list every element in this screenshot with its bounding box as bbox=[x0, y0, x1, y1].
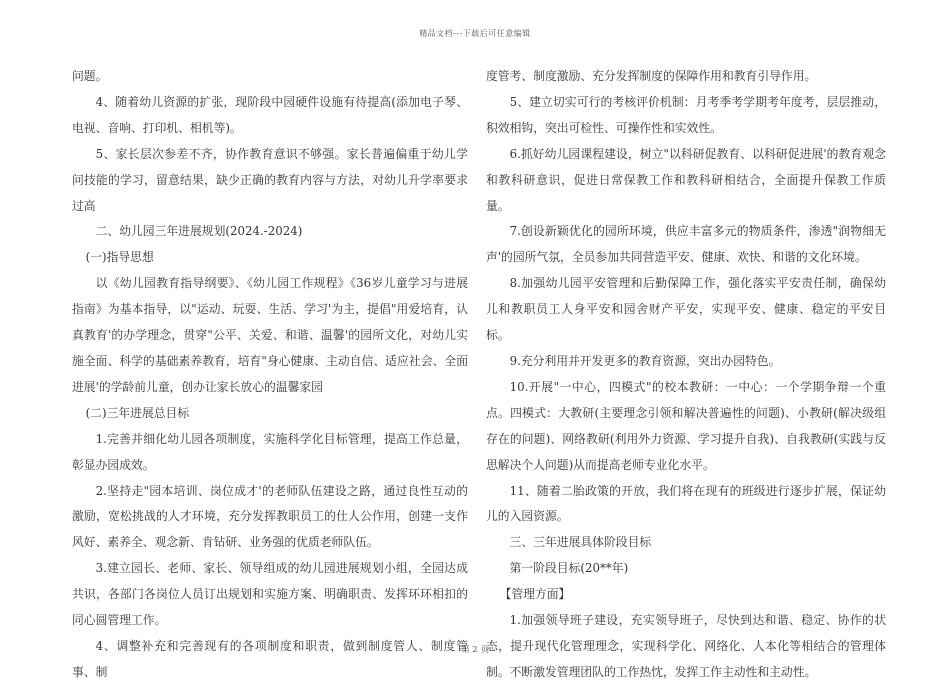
paragraph: 度管考、制度激励、充分发挥制度的保障作用和教育引导作用。 bbox=[486, 69, 817, 83]
paragraph: 7.创设新颖优化的园所环境，供应丰富多元的物质条件，渗透"润物细无声'的园所气氛，全员参加共同营造平安、健康、欢快、和谐的文化环境。 bbox=[486, 224, 886, 265]
paragraph: 5、建立切实可行的考核评价机制：月考季考学期考年度考，层层推动，积效相钩，突出可检性、可操作性和实效性。 bbox=[486, 94, 886, 135]
paragraph: 3.建立园长、老师、家长、领导组成的幼儿园进展规划小组，全园达成共识，各部门各岗位人员订出规划和实施方案、明确职责、发挥环环相扣的同心圆管理工作。 bbox=[72, 561, 468, 628]
paragraph: 2.坚持走"园本培训、岗位成才'的老师队伍建设之路，通过良性互动的激励，宽松挑战的人才环境，充分发挥教职员工的仕人公作用，创建一支作风好、素养全、观念新、肯钻研、业务强的优质老师队伍。 bbox=[72, 483, 468, 550]
paragraph: 5、家长层次参差不齐，协作教育意识不够强。家长普遍偏重于幼儿学问技能的学习，留意结果，缺少正确的教育内容与方法，对幼儿升学率要求过高 bbox=[72, 146, 468, 213]
paragraph: 问题。 bbox=[72, 69, 108, 83]
right-column bbox=[486, 64, 886, 686]
subsection-heading: 【管理方面】 bbox=[499, 587, 571, 602]
subsection-heading: 第一阶段目标(20**年) bbox=[509, 561, 629, 576]
paragraph: 8.加强幼儿园平安管理和后勤保障工作，强化落实平安责任制，确保幼儿和教职员工人身平安和园舍财产平安，实现平安、健康、稳定的平安目标。 bbox=[486, 276, 886, 343]
paragraph: 10.开展"一中心，四模式"的校本教研：一中心：一个学期争辩一个重点。四模式：大教研(主要理念引领和解决普遍性的问题)、小教研(解决级组存在的问题)、网络教研(利用外力资源、学习提升自我)、自我教研(实践与反思解决个人问题)从而提高老师专业化水平。 bbox=[486, 379, 886, 472]
subsection-heading: (二)三年进展总目标 bbox=[85, 405, 190, 420]
paragraph: 1.完善并细化幼儿园各项制度，实施科学化目标管理，提高工作总量，彰显办园成效。 bbox=[72, 431, 468, 472]
left-column bbox=[72, 64, 468, 686]
paragraph: 4、调整补充和完善现有的各项制度和职责，做到制度管人、制度管事、制 bbox=[72, 638, 468, 679]
subsection-heading: (一)指导思想 bbox=[85, 250, 154, 265]
page-header: 精品文档---下载后可任意编辑 bbox=[419, 29, 531, 38]
paragraph: 1.加强领导班子建设，充实领导班子，尽快到达和谐、稳定、协作的状态，提升现代化管理理念，实现科学化、网络化、人本化等相结合的管理体制。不断激发管理团队的工作热忱，发挥工作主动性和主动性。 bbox=[486, 613, 886, 679]
paragraph: 9.充分利用并开发更多的教育资源，突出办园特色。 bbox=[509, 353, 781, 368]
paragraph: 以《幼儿园教育指导纲要》、《幼儿园工作规程》《36岁儿童学习与进展指南》为基本指导，以"运动、玩耍、生活、学习'为主，提倡"用爱培育，认真教育'的办学理念，贯穿"公平、关爱、和谐、温馨'的园所文化，对幼儿实施全面、科学的基础素养教育，培育"身心健康、主动自信、适应社会、全面进展'的学龄前儿童，创办让家长放心的温馨家园 bbox=[72, 276, 468, 394]
paragraph: 4、随着幼儿资源的扩张，现阶段中园硬件设施有待提高(添加电子琴、电视、音响、打印机、相机等)。 bbox=[72, 94, 468, 135]
section-heading: 二、幼儿园三年进展规划(2024.-2024) bbox=[95, 224, 303, 239]
paragraph: 11、随着二胎政策的开放，我们将在现有的班级进行逐步扩展，保证幼儿的入园资源。 bbox=[486, 483, 886, 524]
paragraph: 6.抓好幼儿园课程建设，树立"以科研促教育、以科研促进展'的教育观念和教科研意识，促进日常保教工作和教科研相结合，全面提升保教工作质量。 bbox=[486, 146, 886, 213]
page-number: 第 2 页 bbox=[461, 645, 489, 655]
section-heading: 三、三年进展具体阶段目标 bbox=[509, 535, 652, 550]
